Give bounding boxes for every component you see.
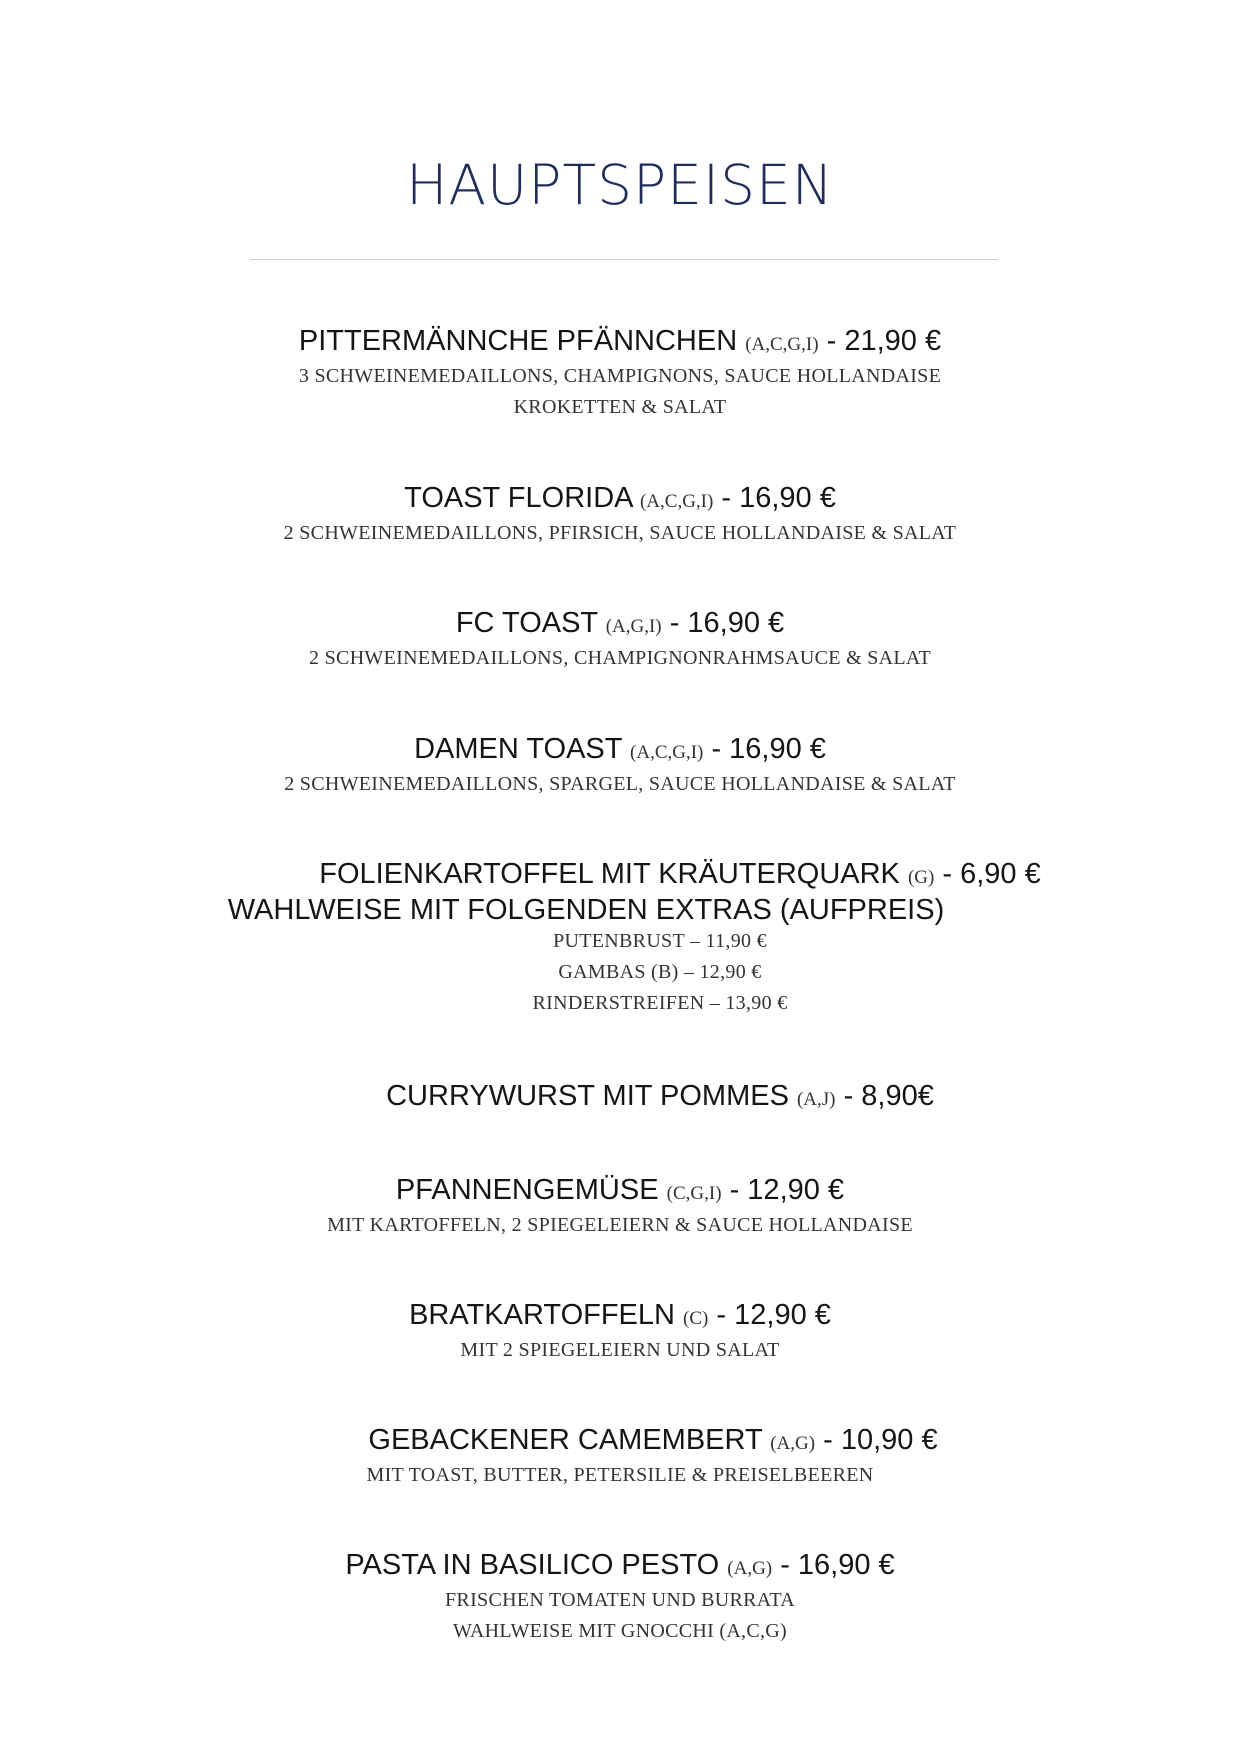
extra-option: RINDERSTREIFEN – 13,90 € [532,992,788,1014]
dish-allergens: (G) [907,867,935,888]
dish-price: - 21,90 € [826,325,942,357]
dish-heading [0,607,1240,643]
dish-heading [0,482,1240,518]
dish-name: BRATKARTOFFELN [409,1299,675,1331]
menu-item-fc-toast [0,607,1240,674]
extra-option: GAMBAS (B) – 12,90 € [558,961,762,983]
dish-name: FC TOAST [455,607,598,639]
dish-description-line: 2 SCHWEINEMEDAILLONS, CHAMPIGNONRAHMSAUCE & SALAT [309,647,931,669]
dish-description-line: MIT TOAST, BUTTER, PETERSILIE & PREISELBEEREN [366,1464,874,1486]
dish-heading [0,858,1240,894]
dish-name: GEBACKENER CAMEMBERT [368,1424,763,1456]
dish-allergens: (A,G,I) [605,616,662,637]
dish-price: - 16,90 € [780,1549,895,1581]
dish-description-line: 2 SCHWEINEMEDAILLONS, PFIRSICH, SAUCE HOLLANDAISE & SALAT [283,522,957,544]
menu-item-camembert [0,1424,1240,1491]
menu-item-damen-toast [0,733,1240,800]
dish-heading [0,1549,1240,1585]
dish-price: - 8,90€ [843,1080,934,1112]
dish-description-line: WAHLWEISE MIT GNOCCHI (A,C,G) [452,1620,788,1642]
dish-allergens: (C) [683,1308,709,1329]
dish-subheading: WAHLWEISE MIT FOLGENDEN EXTRAS (AUFPREIS) [227,894,945,926]
menu-item-toast-florida [0,482,1240,549]
dish-price: - 16,90 € [721,482,836,514]
dish-name: PITTERMÄNNCHE PFÄNNCHEN [298,325,738,357]
menu-item-pittermaennche [0,325,1240,423]
dish-description-line: MIT KARTOFFELN, 2 SPIEGELEIERN & SAUCE HOLLANDAISE [327,1214,913,1236]
dish-name: PASTA IN BASILICO PESTO [345,1549,720,1581]
dish-allergens: (C,G,I) [666,1183,722,1204]
extra-option: PUTENBRUST – 11,90 € [553,930,767,952]
dish-heading [0,1080,1240,1116]
dish-allergens: (A,C,G,I) [639,491,714,512]
dish-price: - 16,90 € [669,607,785,639]
dish-description-line: FRISCHEN TOMATEN UND BURRATA [445,1589,795,1611]
dish-description-line: 3 SCHWEINEMEDAILLONS, CHAMPIGNONS, SAUCE HOLLANDAISE [298,365,942,387]
dish-name: PFANNENGEMÜSE [395,1174,659,1206]
menu-item-currywurst [0,1080,1240,1116]
page-title: HAUPTSPEISEN [406,153,834,217]
dish-heading [0,1299,1240,1335]
dish-allergens: (A,C,G,I) [630,742,704,763]
dish-price: - 12,90 € [729,1174,845,1206]
title-divider [250,259,998,260]
dish-price: - 6,90 € [942,858,1041,890]
dish-price: - 16,90 € [711,733,826,765]
dish-allergens: (A,J) [796,1089,836,1110]
dish-heading [0,1174,1240,1210]
menu-item-bratkartoffeln [0,1299,1240,1366]
dish-name: FOLIENKARTOFFEL MIT KRÄUTERQUARK [319,858,900,890]
dish-price: - 12,90 € [716,1299,831,1331]
dish-description-line: MIT 2 SPIEGELEIERN UND SALAT [460,1339,780,1361]
dish-description-line: 2 SCHWEINEMEDAILLONS, SPARGEL, SAUCE HOLLANDAISE & SALAT [284,773,956,795]
dish-description-line: KROKETTEN & SALAT [513,396,727,418]
dish-name: CURRYWURST MIT POMMES [386,1080,789,1112]
dish-allergens: (A,G) [727,1558,773,1579]
dish-heading [0,733,1240,769]
dish-allergens: (A,C,G,I) [745,334,819,355]
menu-item-folienkartoffel [0,858,1240,1019]
dish-price: - 10,90 € [823,1424,938,1456]
dish-name: TOAST FLORIDA [404,482,632,514]
menu-item-pfannengemuese [0,1174,1240,1241]
dish-heading [0,1424,1240,1460]
menu-item-pasta-pesto [0,1549,1240,1647]
dish-name: DAMEN TOAST [414,733,622,765]
dish-allergens: (A,G) [770,1433,816,1454]
dish-heading [0,325,1240,361]
